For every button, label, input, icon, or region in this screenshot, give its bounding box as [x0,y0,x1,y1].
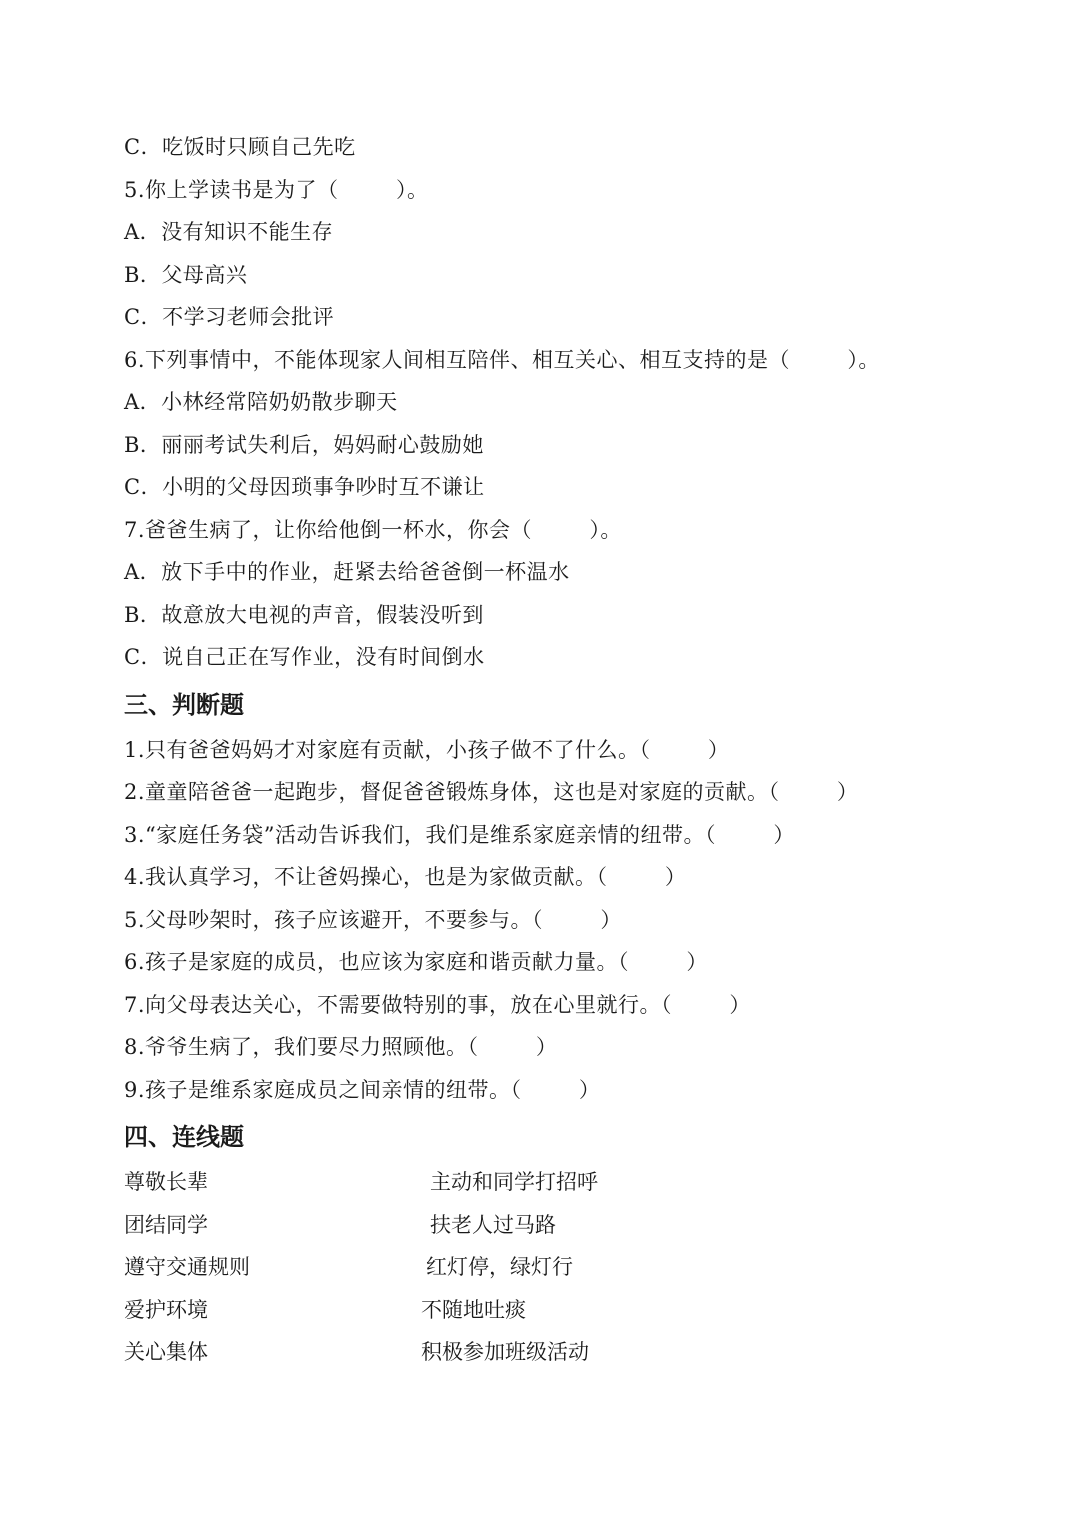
matching-row [124,1246,1004,1289]
choice-question: 5.你上学读书是为了（ ）。 [124,177,429,202]
choice-option: C．不学习老师会批评 [124,305,335,329]
true-false-list [124,729,1004,1112]
true-false-item: 2.童童陪爸爸一起跑步，督促爸爸锻炼身体，这也是对家庭的贡献。（ ） [124,780,859,804]
matching-right-item: 积极参加班级活动 [421,1340,589,1364]
matching-right-item: 不随地吐痰 [421,1297,526,1322]
choice-option: C．小明的父母因琐事争吵时互不谦让 [124,475,485,499]
matching-row [124,1331,1004,1374]
true-false-item: 9.孩子是维系家庭成员之间亲情的纽带。（ ） [124,1077,601,1102]
true-false-item: 6.孩子是家庭的成员，也应该为家庭和谐贡献力量。（ ） [124,950,708,974]
worksheet-content [124,126,1004,1374]
matching-right-item: 红灯停，绿灯行 [426,1255,573,1279]
choice-option: C．吃饭时只顾自己先吃 [124,135,356,159]
choice-option: B．故意放大电视的声音，假装没听到 [124,602,484,627]
matching-right-item: 扶老人过马路 [430,1212,556,1237]
matching-right-item: 主动和同学打招呼 [430,1170,598,1194]
choice-option: A．放下手中的作业，赶紧去给爸爸倒一杯温水 [124,560,570,584]
matching-left-item: 尊敬长辈 [124,1170,208,1194]
matching-left-item: 关心集体 [124,1340,208,1364]
matching-list [124,1161,1004,1374]
section-heading-matching: 四、连线题 [124,1123,244,1151]
true-false-item: 1.只有爸爸妈妈才对家庭有贡献，小孩子做不了什么。（ ） [124,737,730,762]
matching-row [124,1204,1004,1247]
choice-option: B．丽丽考试失利后，妈妈耐心鼓励她 [124,432,484,457]
choice-option: C．说自己正在写作业，没有时间倒水 [124,645,485,669]
matching-left-item: 遵守交通规则 [124,1255,250,1279]
matching-left-item: 团结同学 [124,1212,208,1237]
matching-left-item: 爱护环境 [124,1297,208,1322]
matching-row [124,1161,1004,1204]
true-false-item: 5.父母吵架时，孩子应该避开，不要参与。（ ） [124,907,622,932]
choice-option: B．父母高兴 [124,262,248,287]
choice-question: 7.爸爸生病了，让你给他倒一杯水，你会（ ）。 [124,517,622,542]
true-false-item: 7.向父母表达关心，不需要做特别的事，放在心里就行。（ ） [124,992,751,1017]
choice-question: 6.下列事情中，不能体现家人间相互陪伴、相互关心、相互支持的是（ ）。 [124,347,880,372]
true-false-item: 3.“家庭任务袋”活动告诉我们，我们是维系家庭亲情的纽带。（ ） [124,822,795,847]
true-false-item: 8.爷爷生病了，我们要尽力照顾他。（ ） [124,1035,558,1059]
choice-option: A．小林经常陪奶奶散步聊天 [124,390,398,414]
section-heading-true-false: 三、判断题 [124,690,244,719]
matching-row [124,1289,1004,1332]
true-false-item: 4.我认真学习，不让爸妈操心，也是为家做贡献。（ ） [124,865,687,889]
choice-option: A．没有知识不能生存 [124,220,334,244]
choice-question-list [124,126,1004,679]
